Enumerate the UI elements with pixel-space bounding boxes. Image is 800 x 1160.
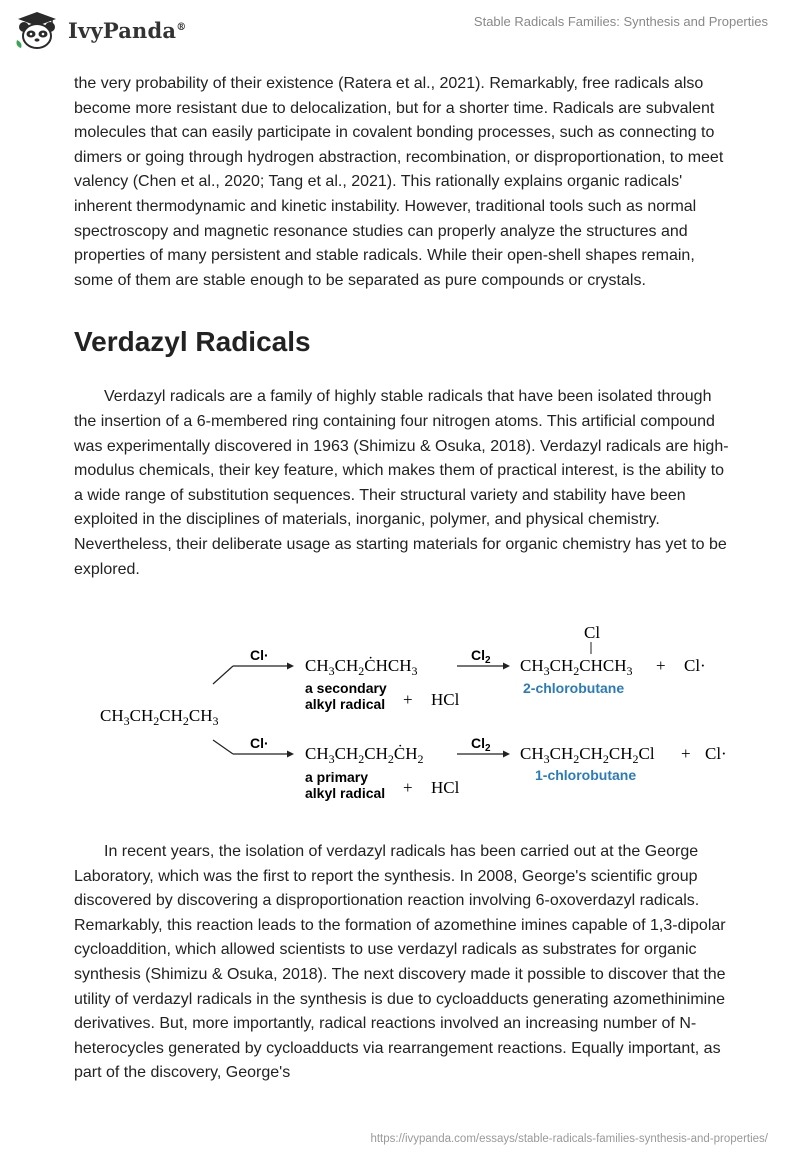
product-1-formula: $CH_3CH_2CHCH_3$ bbox=[520, 656, 633, 678]
reactant-formula: $CH_3CH_2CH_2CH_3$ bbox=[100, 706, 219, 728]
primary-label-2: alkyl radical bbox=[305, 785, 386, 801]
upper-cl-radical: Cl· bbox=[250, 647, 269, 663]
product-2-formula: $CH_3CH_2CH_2CH_2Cl$ bbox=[520, 744, 655, 766]
panda-logo-icon bbox=[14, 10, 60, 50]
document-title: Stable Radicals Families: Synthesis and Properties bbox=[473, 14, 768, 29]
section-heading: Verdazyl Radicals bbox=[74, 326, 311, 358]
upper-plus: + bbox=[403, 690, 413, 709]
footer-url[interactable]: https://ivypanda.com/essays/stable-radicals-families-synthesis-and-properties/ bbox=[370, 1133, 768, 1145]
product-2-name: 1-chlorobutane bbox=[535, 767, 637, 783]
upper-cl2: $Cl_2$ bbox=[471, 647, 491, 666]
article-body-continued bbox=[74, 840, 734, 1086]
brand-logo[interactable] bbox=[14, 10, 186, 50]
primary-label-1: a primary bbox=[305, 769, 369, 785]
lower-plus-2: + bbox=[681, 744, 691, 763]
primary-radical-formula: $CH_3CH_2CH_2ĊH_2$ bbox=[305, 744, 424, 766]
secondary-radical-formula: $CH_3CH_2ĊHCH_3$ bbox=[305, 656, 418, 678]
lower-cl-radical-product: Cl· bbox=[705, 744, 727, 763]
upper-cl-radical-product: Cl· bbox=[684, 656, 706, 675]
paragraph-2: Verdazyl radicals are a family of highly stable radicals that have been isolated through the insertion of a 6-membered ring containing four nitrogen atoms. This artificial compound was experimentally discovered in 1963 (Shimizu & Osuka, 2018). Verdazyl radicals are high-modulus chemicals, their key feature, which makes them of practical interest, is the ability to a wide range of substitution sequences. Their structural variety and stability have been exploited in the disciplines of materials, inorganic, polymer, and physical chemistry. Nevertheless, their deliberate usage as starting materials for organic chemistry has yet to be explored. bbox=[74, 388, 729, 578]
paragraph-1: the very probability of their existence (Ratera et al., 2021). Remarkably, free radicals also become more resistant due to delocalization, but for a shorter time. Radicals are subvalent molecules that can easily participate in covalent bonding processes, such as connecting to dimers or going through hydrogen abstraction, recombination, or disproportionation, to meet valency (Chen et al., 2020; Tang et al., 2021). This rationally explains organic radicals' inherent thermodynamic and kinetic instability. However, traditional tools such as normal spectroscopy and magnetic resonance studies can properly analyze the structures and properties of many persistent and stable radicals. While their open-shell shapes remain, some of them are stable enough to be separated as pure compounds or crystals. bbox=[74, 75, 724, 289]
page-header bbox=[0, 0, 800, 60]
upper-plus-2: + bbox=[656, 656, 666, 675]
secondary-label-2: alkyl radical bbox=[305, 696, 386, 712]
chlorination-diagram bbox=[95, 616, 745, 816]
lower-hcl: HCl bbox=[431, 778, 460, 797]
product-1-substituent: Cl bbox=[584, 623, 601, 642]
lower-plus: + bbox=[403, 778, 413, 797]
upper-branch-line bbox=[213, 666, 233, 684]
lower-branch-line bbox=[213, 740, 233, 754]
brand-name: IvyPanda® bbox=[68, 17, 187, 43]
paragraph-3: In recent years, the isolation of verdazyl radicals has been carried out at the George Laboratory, which was the first to report the synthesis. In 2008, George's scientific group discovered by discovering a disproportionation reaction involving 6-oxoverdazyl radicals. Remarkably, this reaction leads to the formation of azomethine imines capable of 1,3-dipolar cycloaddition, which allowed scientists to use verdazyl radicals as substrates for organic synthesis (Shimizu & Osuka, 2018). The next discovery made it possible to discover that the utility of verdazyl radicals in the synthesis is due to cycloadducts generating azomethinimine derivatives. But, more importantly, radical reactions involved an increasing number of N-heterocycles generated by cycloadducts via rearrangement reactions. Equally important, as part of the discovery, George's bbox=[74, 843, 726, 1082]
lower-cl2: $Cl_2$ bbox=[471, 735, 491, 754]
upper-hcl: HCl bbox=[431, 690, 460, 709]
article-body bbox=[74, 72, 734, 582]
lower-cl-radical: Cl· bbox=[250, 735, 269, 751]
secondary-label-1: a secondary bbox=[305, 680, 387, 696]
reaction-scheme-figure bbox=[95, 616, 745, 816]
product-1-name: 2-chlorobutane bbox=[523, 680, 625, 696]
